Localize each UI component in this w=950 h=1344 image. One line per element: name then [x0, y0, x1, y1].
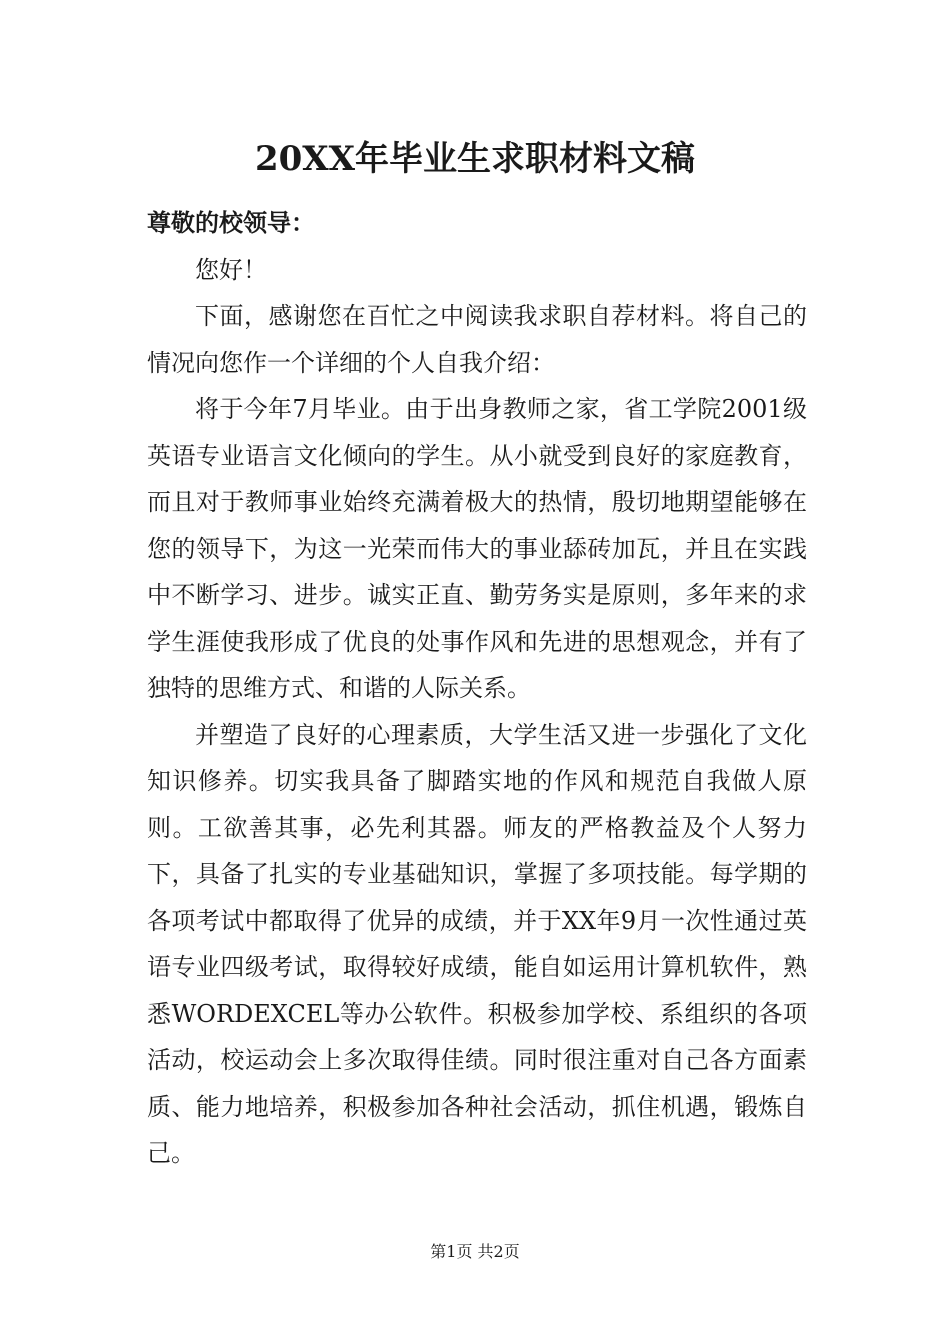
salutation: 尊敬的校领导： [147, 208, 315, 237]
paragraph-skills: 并塑造了良好的心理素质，大学生活又进一步强化了文化知识修养。切实我具备了脚踏实地的作风和规范自我做人原则。工欲善其事，必先利其器。师友的严格教益及个人努力下，具备了扎实的专业基础知识，掌握了多项技能。每学期的各项考试中都取得了优异的成绩，并于XX年9月一次性通过英语专业四级考试，取得较好成绩，能自如运用计算机软件，熟悉WORDEXCEL等办公软件。积极参加学校、系组织的各项活动，校运动会上多次取得佳绩。同时很注重对自己各方面素质、能力地培养，积极参加各种社会活动，抓住机遇，锻炼自己。 [147, 720, 807, 1167]
page-number-footer: 第1页 共2页 [430, 1242, 520, 1261]
paragraph-greeting: 您好！ [195, 255, 267, 284]
paragraph-intro: 下面，感谢您在百忙之中阅读我求职自荐材料。将自己的情况向您作一个详细的个人自我介绍： [147, 302, 807, 377]
paragraph-background: 将于今年7月毕业。由于出身教师之家，省工学院2001级英语专业语言文化倾向的学生。从小就受到良好的家庭教育，而且对于教师事业始终充满着极大的热情，殷切地期望能够在您的领导下，为这一光荣而伟大的事业舔砖加瓦，并且在实践中不断学习、进步。诚实正直、勤劳务实是原则，多年来的求学生涯使我形成了优良的处事作风和先进的思想观念，并有了独特的思维方式、和谐的人际关系。 [147, 395, 807, 702]
document-body [147, 200, 807, 1177]
document-title: 20XX年毕业生求职材料文稿 [254, 139, 696, 179]
